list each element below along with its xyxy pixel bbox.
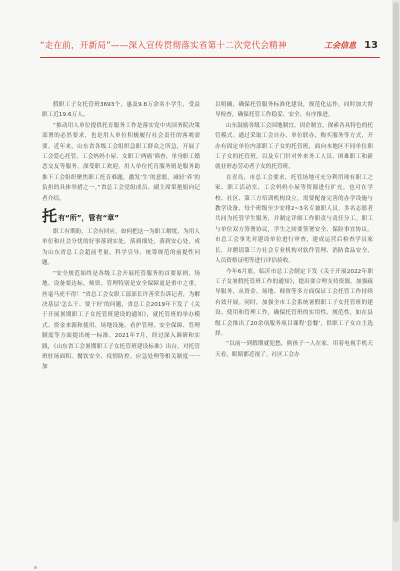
paragraph: “推动用人单位提供托育服务工作是落实党中央国务院决策部署的必然要求，也是用人单位积极履行社会责任的客观需要。近年来，山东省各级工会组织急职工群众之所急，开展了工会爱心托管、工会妈妈小屋、女职工‘两癌’筛查、单身职工婚恋交友等服务，深受职工欢迎。用人单位托育服务则是服务助推下工会组织聚焦职工托育难题，激发‘生’的意愿，减轻‘养’的负担的具体举措之一。”省总工会党组成员、副主席渠艳娟向记者介绍。 [42, 122, 200, 202]
header-divider [40, 57, 380, 58]
section-initial: 托 [42, 207, 58, 226]
paragraph: 山东鼓励各级工会因地制宜、因企制宜，探索各具特色的托管模式。通过采取工会自办、单位联办、购买服务等方式，开办有固定单位内部职工子女的托管班，面向本地区不同单位职工子女的托管班，以及专门针对外来务工人员、困难职工和新就业形态劳动者子女的托管班。 [215, 122, 373, 171]
scrollbar[interactable] [392, 0, 400, 571]
left-column [42, 100, 200, 373]
paragraph: 今年6月底，临沂市总工会制定下发《关于开展2022年职工子女暑假托管班工作的通知》，提出要合理支持资源，加强疏导服务，从资金、场地、师资等多方面保证工会托管工作持续有效开展。同时，加强全市工会系统暑假职工子女托管班的建设、使用和管理工作，确保托管班的实用性、规范性，如在县级工会推出了20余项服务项目课程‘套餐’，供职工子女自主选择。 [215, 268, 373, 337]
paragraph: “安全规范始终是各级工会开展托管服务的首要原则，场地、设备要达标，师资、管理特别是安全保障更是重中之重，丝毫马虎不得！”省总工会女职工部部长许善荣告诉记者，为解决基层‘怎么干、要干好’的问题，省总工会2019年下发了《关于开展暑期职工子女托管班建设的通知》，就托管班的举办模式、资金来源和使用、场地设施、看护管理、安全保障、管理制度等方面提出统一标准。2021年7月，经过深入调研和实践，《山东省工会暑期职工子女托管班建设标准》出台，对托管班驻场面积、餐饮安全、疫情防控、应急处理等相关制度一一加 [42, 270, 200, 371]
paragraph: 假职工子女托管班3693个，惠及9.8万余名小学生，受益职工近19.6万人。 [42, 102, 200, 119]
magazine-name: 工会信息 [324, 40, 357, 50]
header-title: “走在前，开新局”——深入宣传贯彻落实省第十二次党代会精神 [40, 41, 287, 51]
scrollbar-thumb[interactable] [393, 2, 399, 522]
page-header [40, 38, 378, 52]
paragraph: “以前一到假期就犯愁，熊孩子一人在家，用着电视手机天天看，眼睛都近视了。社区工会办 [215, 341, 373, 358]
section-title: 有“所”，管有“章” [58, 214, 119, 223]
section-heading [42, 209, 200, 224]
page-number: 13 [364, 39, 378, 51]
paragraph: 职工有期盼，工会有回应。如何把这一为职工解忧、为用人单位和社会分忧的好事落到实处，落到细处，落到安心处，成为山东省总工会超前考量、科学引导、统筹规范的前提性问题。 [42, 229, 200, 267]
page-marker-dot [34, 566, 37, 569]
paragraph: 在青岛，市总工会要求，托管场地可充分利用现有职工之家、职工活动室、工会妈妈小屋等资源进行扩充，也可在学校、社区、第三方培训机构设立，需要配备完善的办学设施与教学设备，每个班级至少安排2~3名专兼职人员，多名志愿者共同为托管学生服务，并制定详细工作职责与责任分工。职工与单位双方签署协议，学生之间要签署安全、保险事宜协议。市总工会事先对建设单位进行审查，建成运营后检查学员家长，并聘请第三方社会专业机构对软件管理、消防食品安全、人员资格证明等进行评估验收。 [215, 174, 373, 265]
right-column [215, 100, 373, 360]
paragraph: 以明确，确保托管服务标准化建设，规范化运作，同时加大督导检查，确保托管工作稳妥、安全、有序推进。 [215, 102, 373, 119]
